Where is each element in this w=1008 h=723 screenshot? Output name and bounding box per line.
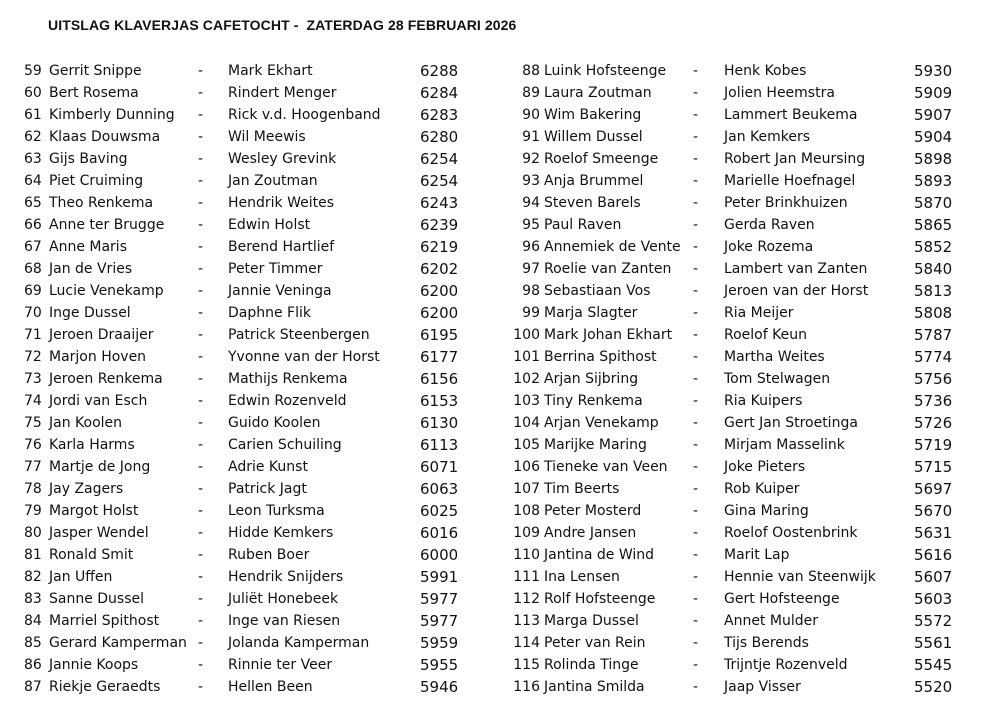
- result-score: 5697: [914, 480, 953, 498]
- result-rank: 63: [24, 151, 42, 167]
- player-two-name: Edwin Holst: [228, 217, 311, 233]
- result-rank: 74: [24, 393, 42, 409]
- result-score: 5603: [914, 590, 953, 608]
- result-score: 5607: [914, 568, 953, 586]
- player-one-name: Roelie van Zanten: [544, 261, 672, 277]
- player-one-name: Marijke Maring: [544, 437, 647, 453]
- result-score: 5870: [914, 194, 953, 212]
- player-two-name: Peter Timmer: [228, 261, 323, 277]
- result-score: 5865: [914, 216, 953, 234]
- player-one-name: Piet Cruiming: [49, 173, 144, 189]
- result-rank: 81: [24, 547, 42, 563]
- player-two-name: Guido Koolen: [228, 415, 321, 431]
- player-two-name: Leon Turksma: [228, 503, 325, 519]
- result-rank: 84: [24, 613, 42, 629]
- player-two-name: Trijntje Rozenveld: [724, 657, 848, 673]
- result-rank: 94: [522, 195, 540, 211]
- pair-separator: -: [198, 569, 204, 585]
- pair-separator: -: [693, 239, 699, 255]
- player-two-name: Mark Ekhart: [228, 63, 313, 79]
- pair-separator: -: [198, 591, 204, 607]
- player-two-name: Juliët Honebeek: [228, 591, 339, 607]
- pair-separator: -: [693, 151, 699, 167]
- result-rank: 112: [513, 591, 540, 607]
- result-rank: 78: [24, 481, 42, 497]
- pair-separator: -: [198, 349, 204, 365]
- pair-separator: -: [693, 63, 699, 79]
- pair-separator: -: [198, 261, 204, 277]
- pair-separator: -: [693, 393, 699, 409]
- player-one-name: Jan Uffen: [49, 569, 113, 585]
- pair-separator: -: [198, 107, 204, 123]
- pair-separator: -: [198, 613, 204, 629]
- result-score: 6283: [420, 106, 459, 124]
- result-score: 5774: [914, 348, 953, 366]
- result-score: 6130: [420, 414, 459, 432]
- pair-separator: -: [198, 657, 204, 673]
- player-two-name: Adrie Kunst: [228, 459, 308, 475]
- result-rank: 106: [513, 459, 540, 475]
- player-two-name: Hendrik Weites: [228, 195, 335, 211]
- player-two-name: Lambert van Zanten: [724, 261, 868, 277]
- player-two-name: Jan Kemkers: [724, 129, 811, 145]
- result-rank: 108: [513, 503, 540, 519]
- result-rank: 86: [24, 657, 42, 673]
- result-score: 5631: [914, 524, 953, 542]
- pair-separator: -: [198, 173, 204, 189]
- result-rank: 69: [24, 283, 42, 299]
- result-rank: 75: [24, 415, 42, 431]
- result-rank: 115: [513, 657, 540, 673]
- result-score: 5991: [420, 568, 459, 586]
- player-two-name: Patrick Jagt: [228, 481, 307, 497]
- pair-separator: -: [198, 327, 204, 343]
- pair-separator: -: [693, 459, 699, 475]
- player-two-name: Yvonne van der Horst: [228, 349, 380, 365]
- result-rank: 67: [24, 239, 42, 255]
- player-one-name: Arjan Venekamp: [544, 415, 659, 431]
- result-score: 6254: [420, 172, 459, 190]
- pair-separator: -: [198, 393, 204, 409]
- player-one-name: Anja Brummel: [544, 173, 644, 189]
- result-score: 5670: [914, 502, 953, 520]
- result-rank: 71: [24, 327, 42, 343]
- result-score: 6288: [420, 62, 459, 80]
- result-rank: 64: [24, 173, 42, 189]
- player-one-name: Willem Dussel: [544, 129, 643, 145]
- pair-separator: -: [198, 283, 204, 299]
- player-one-name: Jeroen Renkema: [49, 371, 163, 387]
- result-rank: 113: [513, 613, 540, 629]
- pair-separator: -: [693, 657, 699, 673]
- result-score: 5909: [914, 84, 953, 102]
- result-score: 5616: [914, 546, 953, 564]
- player-two-name: Roelof Keun: [724, 327, 807, 343]
- result-score: 6025: [420, 502, 459, 520]
- pair-separator: -: [693, 129, 699, 145]
- pair-separator: -: [198, 459, 204, 475]
- player-one-name: Paul Raven: [544, 217, 622, 233]
- player-one-name: Peter van Rein: [544, 635, 646, 651]
- player-one-name: Marjon Hoven: [49, 349, 147, 365]
- player-two-name: Joke Rozema: [724, 239, 814, 255]
- pair-separator: -: [693, 437, 699, 453]
- player-two-name: Jolanda Kamperman: [228, 635, 370, 651]
- result-rank: 103: [513, 393, 540, 409]
- result-rank: 79: [24, 503, 42, 519]
- player-one-name: Luink Hofsteenge: [544, 63, 667, 79]
- result-score: 6016: [420, 524, 459, 542]
- player-two-name: Carien Schuiling: [228, 437, 342, 453]
- result-score: 5946: [420, 678, 459, 696]
- player-one-name: Anne Maris: [49, 239, 127, 255]
- page-title: UITSLAG KLAVERJAS CAFETOCHT - ZATERDAG 28 FEBRUARI 2026: [48, 17, 517, 33]
- player-two-name: Rob Kuiper: [724, 481, 800, 497]
- player-two-name: Daphne Flik: [228, 305, 311, 321]
- result-score: 5907: [914, 106, 953, 124]
- result-rank: 110: [513, 547, 540, 563]
- result-score: 6063: [420, 480, 459, 498]
- player-one-name: Gerrit Snippe: [49, 63, 142, 79]
- result-score: 5787: [914, 326, 953, 344]
- result-rank: 80: [24, 525, 42, 541]
- player-one-name: Peter Mosterd: [544, 503, 642, 519]
- player-one-name: Ronald Smit: [49, 547, 134, 563]
- result-score: 5561: [914, 634, 953, 652]
- result-score: 5904: [914, 128, 953, 146]
- result-score: 6202: [420, 260, 459, 278]
- result-score: 5719: [914, 436, 953, 454]
- player-two-name: Hennie van Steenwijk: [724, 569, 876, 585]
- player-two-name: Inge van Riesen: [228, 613, 341, 629]
- pair-separator: -: [198, 217, 204, 233]
- player-two-name: Edwin Rozenveld: [228, 393, 347, 409]
- result-score: 5808: [914, 304, 953, 322]
- player-one-name: Jeroen Draaijer: [49, 327, 154, 343]
- result-score: 6195: [420, 326, 459, 344]
- result-score: 5852: [914, 238, 953, 256]
- result-score: 5893: [914, 172, 953, 190]
- player-one-name: Karla Harms: [49, 437, 135, 453]
- pair-separator: -: [693, 415, 699, 431]
- result-rank: 102: [513, 371, 540, 387]
- result-rank: 107: [513, 481, 540, 497]
- player-one-name: Anne ter Brugge: [49, 217, 165, 233]
- result-score: 6280: [420, 128, 459, 146]
- pair-separator: -: [693, 107, 699, 123]
- player-one-name: Jan de Vries: [49, 261, 133, 277]
- result-score: 5520: [914, 678, 953, 696]
- player-two-name: Hidde Kemkers: [228, 525, 334, 541]
- player-two-name: Ria Meijer: [724, 305, 794, 321]
- result-score: 6254: [420, 150, 459, 168]
- result-rank: 111: [513, 569, 540, 585]
- pair-separator: -: [198, 503, 204, 519]
- pair-separator: -: [198, 129, 204, 145]
- player-one-name: Gijs Baving: [49, 151, 128, 167]
- pair-separator: -: [198, 525, 204, 541]
- result-rank: 61: [24, 107, 42, 123]
- result-score: 6219: [420, 238, 459, 256]
- player-one-name: Inge Dussel: [49, 305, 131, 321]
- result-score: 5840: [914, 260, 953, 278]
- player-one-name: Jay Zagers: [49, 481, 124, 497]
- pair-separator: -: [693, 305, 699, 321]
- result-score: 5726: [914, 414, 953, 432]
- pair-separator: -: [198, 239, 204, 255]
- player-two-name: Gina Maring: [724, 503, 809, 519]
- player-two-name: Robert Jan Meursing: [724, 151, 866, 167]
- player-two-name: Peter Brinkhuizen: [724, 195, 848, 211]
- pair-separator: -: [693, 173, 699, 189]
- result-rank: 114: [513, 635, 540, 651]
- player-two-name: Annet Mulder: [724, 613, 818, 629]
- player-one-name: Klaas Douwsma: [49, 129, 161, 145]
- player-two-name: Jeroen van der Horst: [724, 283, 869, 299]
- result-rank: 62: [24, 129, 42, 145]
- player-one-name: Theo Renkema: [49, 195, 154, 211]
- player-one-name: Jan Koolen: [49, 415, 123, 431]
- result-rank: 98: [522, 283, 540, 299]
- pair-separator: -: [693, 261, 699, 277]
- player-one-name: Martje de Jong: [49, 459, 151, 475]
- result-score: 6071: [420, 458, 459, 476]
- result-rank: 60: [24, 85, 42, 101]
- pair-separator: -: [198, 415, 204, 431]
- player-two-name: Gert Hofsteenge: [724, 591, 840, 607]
- result-rank: 105: [513, 437, 540, 453]
- player-two-name: Marielle Hoefnagel: [724, 173, 856, 189]
- player-two-name: Berend Hartlief: [228, 239, 335, 255]
- player-two-name: Joke Pieters: [724, 459, 806, 475]
- player-one-name: Lucie Venekamp: [49, 283, 164, 299]
- pair-separator: -: [198, 635, 204, 651]
- player-one-name: Tiny Renkema: [544, 393, 643, 409]
- result-score: 5572: [914, 612, 953, 630]
- player-one-name: Tieneke van Veen: [544, 459, 668, 475]
- result-rank: 93: [522, 173, 540, 189]
- player-one-name: Steven Barels: [544, 195, 641, 211]
- player-two-name: Jolien Heemstra: [724, 85, 835, 101]
- result-rank: 101: [513, 349, 540, 365]
- player-one-name: Kimberly Dunning: [49, 107, 175, 123]
- pair-separator: -: [198, 481, 204, 497]
- player-two-name: Marit Lap: [724, 547, 790, 563]
- player-one-name: Marja Slagter: [544, 305, 638, 321]
- player-one-name: Laura Zoutman: [544, 85, 652, 101]
- player-one-name: Rolf Hofsteenge: [544, 591, 656, 607]
- result-rank: 116: [513, 679, 540, 695]
- player-one-name: Margot Holst: [49, 503, 139, 519]
- player-one-name: Jantina de Wind: [544, 547, 654, 563]
- result-score: 6156: [420, 370, 459, 388]
- player-one-name: Jannie Koops: [49, 657, 139, 673]
- result-score: 5813: [914, 282, 953, 300]
- player-one-name: Jordi van Esch: [49, 393, 148, 409]
- result-score: 5898: [914, 150, 953, 168]
- result-score: 5977: [420, 590, 459, 608]
- result-rank: 104: [513, 415, 540, 431]
- player-two-name: Rinnie ter Veer: [228, 657, 333, 673]
- pair-separator: -: [693, 635, 699, 651]
- pair-separator: -: [693, 679, 699, 695]
- player-two-name: Jannie Veninga: [228, 283, 332, 299]
- pair-separator: -: [693, 371, 699, 387]
- player-two-name: Rick v.d. Hoogenband: [228, 107, 381, 123]
- result-score: 5545: [914, 656, 953, 674]
- player-one-name: Annemiek de Vente: [544, 239, 681, 255]
- pair-separator: -: [198, 63, 204, 79]
- result-rank: 83: [24, 591, 42, 607]
- player-one-name: Arjan Sijbring: [544, 371, 639, 387]
- player-two-name: Wesley Grevink: [228, 151, 337, 167]
- player-two-name: Tijs Berends: [724, 635, 809, 651]
- result-rank: 90: [522, 107, 540, 123]
- player-one-name: Marriel Spithost: [49, 613, 160, 629]
- pair-separator: -: [693, 613, 699, 629]
- result-rank: 76: [24, 437, 42, 453]
- result-rank: 59: [24, 63, 42, 79]
- pair-separator: -: [198, 85, 204, 101]
- player-one-name: Tim Beerts: [544, 481, 620, 497]
- player-one-name: Marga Dussel: [544, 613, 639, 629]
- player-two-name: Jan Zoutman: [228, 173, 318, 189]
- pair-separator: -: [693, 327, 699, 343]
- pair-separator: -: [198, 151, 204, 167]
- result-score: 6000: [420, 546, 459, 564]
- pair-separator: -: [693, 525, 699, 541]
- player-two-name: Henk Kobes: [724, 63, 807, 79]
- pair-separator: -: [693, 85, 699, 101]
- player-one-name: Rolinda Tinge: [544, 657, 639, 673]
- player-one-name: Roelof Smeenge: [544, 151, 659, 167]
- player-two-name: Tom Stelwagen: [724, 371, 831, 387]
- result-rank: 96: [522, 239, 540, 255]
- result-rank: 109: [513, 525, 540, 541]
- result-rank: 99: [522, 305, 540, 321]
- player-two-name: Mathijs Renkema: [228, 371, 348, 387]
- result-rank: 65: [24, 195, 42, 211]
- pair-separator: -: [693, 195, 699, 211]
- result-rank: 85: [24, 635, 42, 651]
- pair-separator: -: [693, 591, 699, 607]
- player-one-name: Andre Jansen: [544, 525, 637, 541]
- player-one-name: Ina Lensen: [544, 569, 620, 585]
- pair-separator: -: [693, 349, 699, 365]
- result-rank: 70: [24, 305, 42, 321]
- pair-separator: -: [693, 481, 699, 497]
- player-one-name: Jantina Smilda: [544, 679, 645, 695]
- result-score: 6243: [420, 194, 459, 212]
- pair-separator: -: [693, 283, 699, 299]
- player-one-name: Wim Bakering: [544, 107, 642, 123]
- result-rank: 95: [522, 217, 540, 233]
- result-rank: 88: [522, 63, 540, 79]
- result-rank: 89: [522, 85, 540, 101]
- result-rank: 66: [24, 217, 42, 233]
- result-score: 6239: [420, 216, 459, 234]
- player-two-name: Ria Kuipers: [724, 393, 803, 409]
- pair-separator: -: [198, 437, 204, 453]
- player-two-name: Hendrik Snijders: [228, 569, 344, 585]
- result-score: 5977: [420, 612, 459, 630]
- result-rank: 68: [24, 261, 42, 277]
- player-one-name: Mark Johan Ekhart: [544, 327, 673, 343]
- result-rank: 100: [513, 327, 540, 343]
- pair-separator: -: [198, 679, 204, 695]
- player-two-name: Patrick Steenbergen: [228, 327, 370, 343]
- result-score: 5756: [914, 370, 953, 388]
- result-score: 5930: [914, 62, 953, 80]
- player-one-name: Sanne Dussel: [49, 591, 145, 607]
- player-two-name: Mirjam Masselink: [724, 437, 845, 453]
- player-two-name: Jaap Visser: [724, 679, 801, 695]
- pair-separator: -: [693, 503, 699, 519]
- result-rank: 91: [522, 129, 540, 145]
- result-score: 6200: [420, 304, 459, 322]
- result-score: 6113: [420, 436, 459, 454]
- result-rank: 72: [24, 349, 42, 365]
- player-one-name: Jasper Wendel: [49, 525, 149, 541]
- player-one-name: Gerard Kamperman: [49, 635, 187, 651]
- result-rank: 73: [24, 371, 42, 387]
- pair-separator: -: [198, 305, 204, 321]
- result-rank: 82: [24, 569, 42, 585]
- result-rank: 87: [24, 679, 42, 695]
- result-score: 5715: [914, 458, 953, 476]
- result-rank: 92: [522, 151, 540, 167]
- result-rank: 97: [522, 261, 540, 277]
- player-two-name: Lammert Beukema: [724, 107, 858, 123]
- result-score: 6153: [420, 392, 459, 410]
- player-two-name: Rindert Menger: [228, 85, 337, 101]
- result-score: 6284: [420, 84, 459, 102]
- pair-separator: -: [693, 547, 699, 563]
- result-score: 5736: [914, 392, 953, 410]
- player-one-name: Berrina Spithost: [544, 349, 657, 365]
- pair-separator: -: [198, 371, 204, 387]
- player-two-name: Martha Weites: [724, 349, 825, 365]
- player-two-name: Wil Meewis: [228, 129, 306, 145]
- player-one-name: Riekje Geraedts: [49, 679, 161, 695]
- player-one-name: Sebastiaan Vos: [544, 283, 651, 299]
- result-score: 6177: [420, 348, 459, 366]
- player-two-name: Gert Jan Stroetinga: [724, 415, 858, 431]
- pair-separator: -: [198, 547, 204, 563]
- player-two-name: Roelof Oostenbrink: [724, 525, 858, 541]
- player-two-name: Hellen Been: [228, 679, 313, 695]
- result-rank: 77: [24, 459, 42, 475]
- player-one-name: Bert Rosema: [49, 85, 139, 101]
- pair-separator: -: [693, 569, 699, 585]
- result-score: 6200: [420, 282, 459, 300]
- pair-separator: -: [693, 217, 699, 233]
- player-two-name: Ruben Boer: [228, 547, 310, 563]
- result-score: 5955: [420, 656, 459, 674]
- pair-separator: -: [198, 195, 204, 211]
- player-two-name: Gerda Raven: [724, 217, 815, 233]
- result-score: 5959: [420, 634, 459, 652]
